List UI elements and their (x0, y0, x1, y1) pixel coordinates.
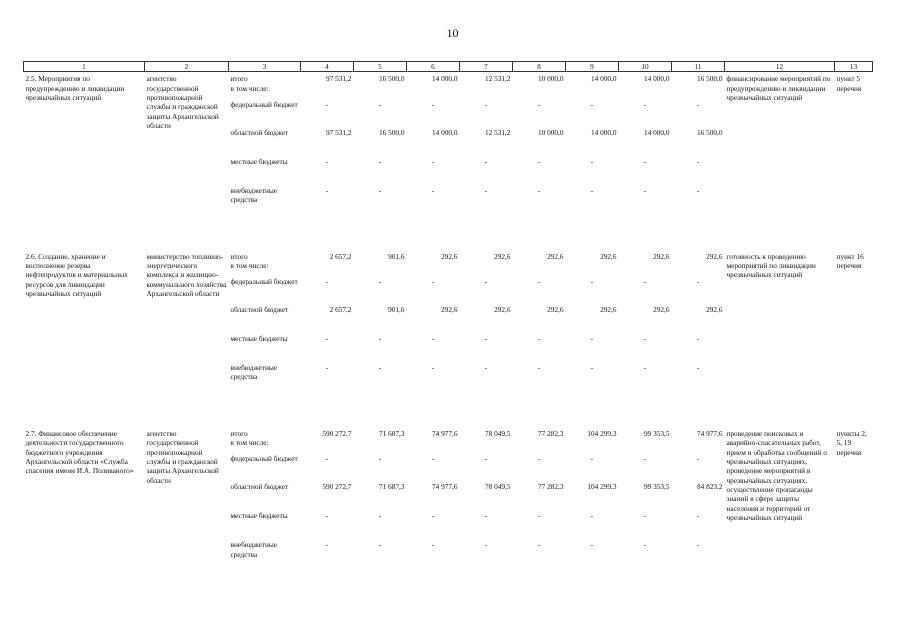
amount-cell: 590 272,7 (322, 428, 352, 438)
amount-cell: - (325, 156, 329, 166)
empty-cell (460, 84, 513, 100)
amount-cell: 14 000,0 (590, 127, 617, 137)
executor-cell: министерство топливно-энергетического комплекса и жилищно-коммунального хозяйства Архангельской области (146, 251, 227, 298)
column-number-header: 1 (24, 62, 145, 72)
empty-cell (460, 438, 513, 454)
funding-source-label: местные бюджеты (230, 156, 288, 166)
amount-cell: - (643, 156, 647, 166)
empty-cell (619, 438, 672, 454)
amount-cell: - (431, 185, 435, 195)
amount-cell: 10 000,0 (537, 74, 564, 84)
amount-cell: - (696, 454, 700, 464)
column-number-header: 8 (513, 62, 566, 72)
amount-cell: 74 977,6 (431, 482, 458, 492)
amount-cell: - (696, 276, 700, 286)
amount-cell: - (325, 185, 329, 195)
amount-cell: - (696, 156, 700, 166)
funding-source-label: областной бюджет (230, 482, 289, 492)
column-number-header: 4 (301, 62, 354, 72)
row-total (24, 250, 873, 261)
funding-source-label: внебюджетные средства (230, 362, 278, 382)
amount-cell: - (431, 333, 435, 343)
amount-cell: - (696, 185, 700, 195)
amount-cell: - (590, 276, 594, 286)
funding-source-label: федеральный бюджет (230, 99, 298, 109)
empty-cell (513, 438, 566, 454)
amount-cell: - (378, 99, 382, 109)
amount-cell: 292,6 (600, 304, 617, 314)
amount-cell: 12 531,2 (484, 74, 511, 84)
amount-cell: 104 299,3 (587, 482, 617, 492)
amount-cell: - (643, 276, 647, 286)
amount-cell: 74 977,6 (431, 428, 458, 438)
amount-cell: - (484, 454, 488, 464)
amount-cell: - (537, 156, 541, 166)
amount-cell: - (643, 454, 647, 464)
empty-cell (354, 84, 407, 100)
amount-cell: 74 977,6 (696, 428, 723, 438)
empty-cell (407, 261, 460, 277)
column-number-header: 3 (229, 62, 301, 72)
amount-cell: - (431, 540, 435, 550)
amount-cell: 292,6 (653, 304, 670, 314)
amount-cell: - (431, 511, 435, 521)
amount-cell: - (537, 276, 541, 286)
empty-cell (407, 84, 460, 100)
amount-cell: 292,6 (494, 304, 511, 314)
amount-cell: - (325, 276, 329, 286)
amount-cell: 104 299,3 (587, 428, 617, 438)
table-body (24, 72, 873, 570)
amount-cell: 901,6 (388, 304, 405, 314)
empty-cell (672, 84, 725, 100)
amount-cell: - (643, 511, 647, 521)
amount-cell: 16 500,0 (696, 74, 723, 84)
page-number: 10 (446, 26, 459, 40)
reference-cell: пункты 2, 5, 19 перечня (836, 428, 867, 457)
amount-cell: - (378, 362, 382, 372)
funding-source-label: федеральный бюджет (230, 276, 298, 286)
amount-cell: - (696, 540, 700, 550)
activity-name-cell: 2.5. Мероприятия по предупреждению и ликвидации чрезвычайных ситуаций (25, 74, 125, 102)
amount-cell: - (378, 156, 382, 166)
amount-cell: - (590, 362, 594, 372)
amount-cell: 97 531,2 (325, 74, 352, 84)
amount-cell: - (643, 540, 647, 550)
amount-cell: - (643, 362, 647, 372)
column-number-header: 6 (407, 62, 460, 72)
column-number-header: 10 (619, 62, 672, 72)
amount-cell: 99 353,5 (643, 482, 670, 492)
amount-cell: - (484, 185, 488, 195)
empty-cell (566, 438, 619, 454)
column-number-header: 2 (145, 62, 229, 72)
expected-result-cell: проведение поисковых и аварийно-спасательных работ, прием и обработка сообщений о чрезвычайных ситуациях, проведение мероприятий в чрезвычайных ситуациях, осуществление пропаганды знаний в сфере защиты населения и территорий от чрезвычайных ситуаций (726, 428, 827, 522)
expected-result-cell: финансирование мероприятий по предупреждению и ликвидации чрезвычайных ситуаций (726, 74, 831, 102)
amount-cell: - (378, 511, 382, 521)
empty-cell (513, 84, 566, 100)
column-number-row (24, 62, 873, 72)
amount-cell: - (378, 454, 382, 464)
amount-cell: - (643, 185, 647, 195)
section-gap (24, 216, 873, 250)
amount-cell: - (696, 511, 700, 521)
amount-cell: 292,6 (441, 304, 458, 314)
funding-source-label: внебюджетные средства (230, 185, 278, 204)
amount-cell: - (590, 333, 594, 343)
funding-source-label: местные бюджеты (230, 333, 288, 343)
amount-cell: - (643, 99, 647, 109)
amount-cell: 99 353,5 (643, 428, 670, 438)
amount-cell: 2 657,2 (329, 251, 352, 261)
empty-cell (460, 261, 513, 277)
column-number-header: 5 (354, 62, 407, 72)
amount-cell: - (643, 333, 647, 343)
amount-cell: - (484, 99, 488, 109)
amount-cell: - (325, 333, 329, 343)
amount-cell: - (378, 276, 382, 286)
amount-cell: - (325, 99, 329, 109)
funding-source-label: в том числе: (230, 83, 269, 93)
amount-cell: - (537, 454, 541, 464)
amount-cell: - (484, 511, 488, 521)
amount-cell: - (325, 511, 329, 521)
amount-cell: 590 272,7 (322, 482, 352, 492)
amount-cell: - (696, 333, 700, 343)
funding-source-label: итого (230, 74, 248, 84)
amount-cell: - (590, 454, 594, 464)
amount-cell: - (431, 99, 435, 109)
amount-cell: - (325, 362, 329, 372)
amount-cell: 10 000,0 (537, 127, 564, 137)
amount-cell: - (378, 185, 382, 195)
activity-name-cell: 2.6. Создание, хранение и восполнение резерва нефтепродуктов и материальных ресурсов для ликвидации чрезвычайных ситуаций (25, 251, 128, 298)
empty-cell (672, 261, 725, 277)
amount-cell: 78 049,5 (484, 428, 511, 438)
amount-cell: 292,6 (600, 251, 617, 261)
amount-cell: - (484, 333, 488, 343)
amount-cell: 901,6 (388, 251, 405, 261)
amount-cell: 292,6 (706, 304, 723, 314)
amount-cell: - (484, 362, 488, 372)
amount-cell: - (431, 454, 435, 464)
amount-cell: 292,6 (441, 251, 458, 261)
amount-cell: - (590, 511, 594, 521)
amount-cell: 77 282,3 (537, 428, 564, 438)
amount-cell: 292,6 (547, 304, 564, 314)
funding-source-label: внебюджетные средства (230, 540, 278, 559)
empty-cell (301, 438, 354, 454)
empty-cell (619, 261, 672, 277)
amount-cell: 14 000,0 (431, 127, 458, 137)
amount-cell: - (537, 511, 541, 521)
amount-cell: 14 000,0 (643, 74, 670, 84)
amount-cell: 71 687,3 (378, 482, 405, 492)
executor-cell: агентство государственной противопожарной службы и гражданской защиты Архангельской области (146, 428, 219, 485)
amount-cell: - (325, 540, 329, 550)
amount-cell: - (484, 540, 488, 550)
column-number-header: 9 (566, 62, 619, 72)
empty-cell (672, 438, 725, 454)
amount-cell: - (590, 540, 594, 550)
funding-source-label: итого (230, 428, 248, 438)
amount-cell: 16 500,0 (378, 74, 405, 84)
amount-cell: - (537, 333, 541, 343)
section-gap (24, 393, 873, 427)
funding-source-label: федеральный бюджет (230, 454, 298, 464)
amount-cell: - (431, 362, 435, 372)
empty-cell (513, 261, 566, 277)
amount-cell: - (696, 362, 700, 372)
amount-cell: - (378, 333, 382, 343)
amount-cell: - (431, 156, 435, 166)
row-total (24, 72, 873, 84)
empty-cell (354, 438, 407, 454)
funding-source-label: местные бюджеты (230, 511, 288, 521)
empty-cell (354, 261, 407, 277)
reference-cell: пункт 16 перечня (836, 251, 864, 270)
empty-cell (301, 84, 354, 100)
amount-cell: 292,6 (494, 251, 511, 261)
column-number-header: 12 (725, 62, 835, 72)
amount-cell: 14 000,0 (590, 74, 617, 84)
row-total (24, 427, 873, 438)
amount-cell: - (537, 99, 541, 109)
amount-cell: 77 282,3 (537, 482, 564, 492)
amount-cell: 12 531,2 (484, 127, 511, 137)
empty-cell (566, 84, 619, 100)
amount-cell: - (537, 185, 541, 195)
amount-cell: - (590, 99, 594, 109)
amount-cell: 292,6 (547, 251, 564, 261)
activity-name-cell: 2.7. Финансовое обеспечение деятельности государственного бюджетного учреждения Архангельской области «Служба спасения имени И.А. Поливаного» (25, 428, 134, 476)
amount-cell: - (484, 276, 488, 286)
amount-cell: - (696, 99, 700, 109)
column-number-header: 7 (460, 62, 513, 72)
amount-cell: 292,6 (653, 251, 670, 261)
expected-result-cell: готовность к проведению мероприятий по ликвидации чрезвычайных ситуаций (726, 251, 816, 280)
funding-source-label: в том числе: (230, 438, 269, 448)
amount-cell: 14 000,0 (431, 74, 458, 84)
amount-cell: 97 531,2 (325, 127, 352, 137)
amount-cell: - (325, 454, 329, 464)
amount-cell: 292,6 (706, 251, 723, 261)
amount-cell: - (484, 156, 488, 166)
executor-cell: агентство государственной противопожарной службы и гражданской защиты Архангельской области (146, 74, 219, 130)
amount-cell: - (590, 156, 594, 166)
amount-cell: - (590, 185, 594, 195)
column-number-header: 13 (835, 62, 873, 72)
amount-cell: - (378, 540, 382, 550)
funding-source-label: областной бюджет (230, 127, 289, 137)
empty-cell (407, 438, 460, 454)
amount-cell: 78 049,5 (484, 482, 511, 492)
amount-cell: 16 500,0 (378, 127, 405, 137)
amount-cell: 16 500,0 (696, 127, 723, 137)
amount-cell: 14 000,0 (643, 127, 670, 137)
funding-source-label: областной бюджет (230, 304, 289, 314)
amount-cell: 2 657,2 (329, 304, 352, 314)
empty-cell (301, 261, 354, 277)
reference-cell: пункт 5 перечня (836, 74, 862, 93)
amount-cell: - (431, 276, 435, 286)
funding-source-label: итого (230, 251, 248, 261)
program-table (23, 61, 873, 570)
amount-cell: 84 823,2 (696, 482, 723, 492)
empty-cell (566, 261, 619, 277)
amount-cell: 71 687,3 (378, 428, 405, 438)
amount-cell: - (537, 362, 541, 372)
amount-cell: - (537, 540, 541, 550)
funding-source-label: в том числе: (230, 260, 269, 270)
column-number-header: 11 (672, 62, 725, 72)
empty-cell (619, 84, 672, 100)
